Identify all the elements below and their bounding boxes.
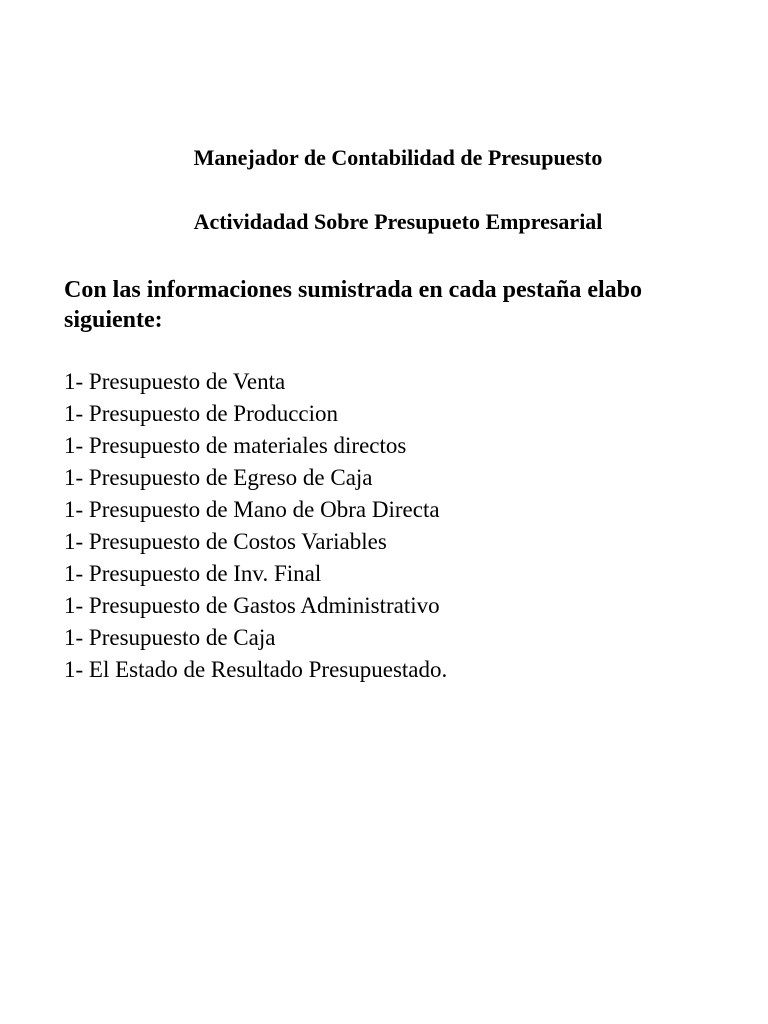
document-subtitle: Actividadad Sobre Presupueto Empresarial: [193, 209, 603, 234]
list-item: 1- Presupuesto de Gastos Administrativo: [64, 593, 440, 618]
document-title: Manejador de Contabilidad de Presupuesto: [193, 145, 603, 170]
list-item: 1- Presupuesto de Mano de Obra Directa: [64, 497, 440, 522]
list-item: 1- Presupuesto de Inv. Final: [64, 561, 322, 586]
list-item: 1- Presupuesto de Produccion: [64, 401, 339, 426]
list-item: 1- El Estado de Resultado Presupuestado.: [64, 657, 448, 682]
list-item: 1- Presupuesto de materiales directos: [64, 433, 407, 458]
intro-line-2: siguiente:: [64, 307, 163, 333]
list-item: 1- Presupuesto de Costos Variables: [64, 529, 387, 554]
intro-line-1: Con las informaciones sumistrada en cada pestaña elabo: [64, 277, 643, 303]
intro-paragraph: [64, 275, 660, 337]
budget-list: [64, 366, 447, 686]
list-item: 1- Presupuesto de Caja: [64, 625, 276, 650]
list-item: 1- Presupuesto de Egreso de Caja: [64, 465, 373, 490]
list-item: 1- Presupuesto de Venta: [64, 369, 286, 394]
